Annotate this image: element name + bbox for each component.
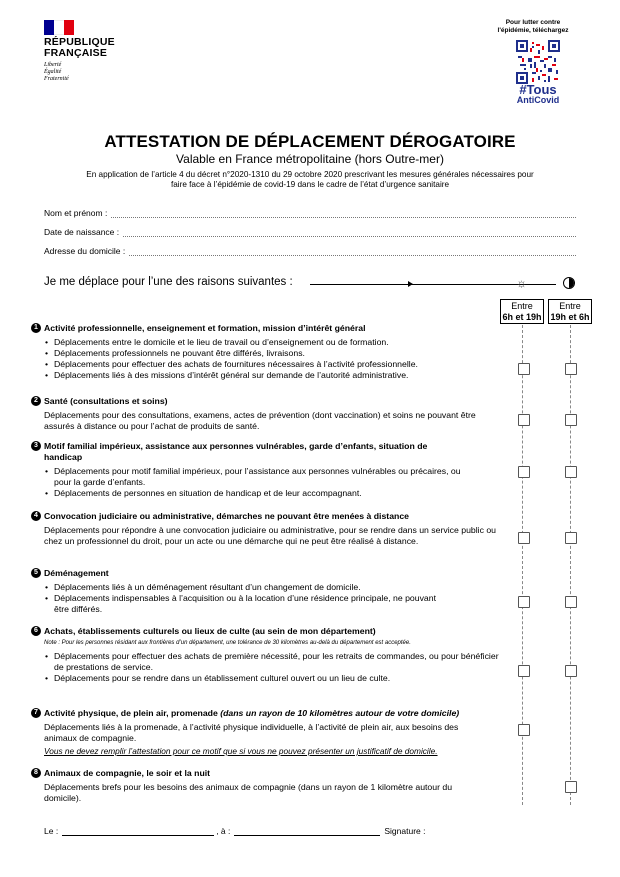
column-header-night: Entre 19h et 6h <box>548 299 592 324</box>
arrowhead-icon <box>408 281 413 287</box>
checkbox-3-night[interactable] <box>565 466 577 478</box>
section-6 <box>44 626 499 684</box>
checkbox-1-night[interactable] <box>565 363 577 375</box>
section-6-note: Note : Pour les personnes résidant aux frontières d’un département, une tolérance de 30 kilomètres au-delà du département est acceptée. <box>44 640 411 646</box>
section-5-item: • Déplacements indispensables à l’acquisition ou à la location d’une résidence principale, ne pouvant être différés. <box>54 593 444 615</box>
section-6-item: • Déplacements pour effectuer des achats de première nécessité, pour les retraits de commandes, ou pour bénéficier de prestations de service. <box>54 651 499 673</box>
name-label: Nom et prénom : <box>44 208 108 218</box>
reasons-label: Je me déplace pour l’une des raisons suivantes : <box>44 276 293 288</box>
decree-text: En application de l’article 4 du décret n°2020-1310 du 29 octobre 2020 prescrivant les mesures générales nécessaires pour faire face à l’épidémie de covid-19 dans le cadre de l’état d’urgence sanitaire <box>86 170 534 189</box>
section-6-item: • Déplacements pour se rendre dans un établissement culturel ouvert ou un lieu de culte. <box>54 673 499 684</box>
section-number-8: 8 <box>31 768 41 778</box>
night-column-divider <box>570 325 571 805</box>
section-8-title: Animaux de compagnie, le soir et la nuit <box>44 768 211 778</box>
place-input-line[interactable] <box>234 828 380 836</box>
section-4-title: Convocation judiciaire ou administrative, démarches ne pouvant être menées à distance <box>44 511 409 521</box>
section-number-2: 2 <box>31 396 41 406</box>
section-number-1: 1 <box>31 323 41 333</box>
section-7-title: Activité physique, de plein air, promenade <box>44 708 218 718</box>
checkbox-6-night[interactable] <box>565 665 577 677</box>
checkbox-1-day[interactable] <box>518 363 530 375</box>
section-number-3: 3 <box>31 441 41 451</box>
section-3-title: Motif familial impérieux, assistance aux personnes vulnérables, garde d’enfants, situation de handicap <box>44 441 428 462</box>
checkbox-7-day[interactable] <box>518 724 530 736</box>
checkbox-6-day[interactable] <box>518 665 530 677</box>
signature-line <box>44 826 584 836</box>
section-1-item: • Déplacements pour effectuer des achats de fournitures nécessaires à l’activité professionnelle. <box>54 359 494 370</box>
section-8-text: Déplacements brefs pour les besoins des animaux de compagnie (dans un rayon de 1 kilomètre autour du domicile). <box>44 782 453 803</box>
qr-code-icon[interactable] <box>516 40 560 84</box>
section-2-text: Déplacements pour des consultations, examens, actes de prévention (dont vaccination) et soins ne pouvant être assurés à distance ou pour l’achat de produits de santé. <box>44 410 476 431</box>
section-number-7: 7 <box>31 708 41 718</box>
birth-field[interactable] <box>44 227 576 237</box>
motto: Liberté Égalité Fraternité <box>44 62 69 82</box>
signature-label: Signature : <box>384 826 426 836</box>
section-1-title: Activité professionnelle, enseignement et formation, mission d’intérêt général <box>44 323 366 333</box>
section-1-item: • Déplacements professionnels ne pouvant être différés, livraisons. <box>54 348 494 359</box>
address-label: Adresse du domicile : <box>44 246 126 256</box>
section-7-text: Déplacements liés à la promenade, à l’activité physique individuelle, à l’activité de plein air, aux besoins des animaux de compagnie. <box>44 722 459 743</box>
section-1 <box>44 323 494 381</box>
section-7 <box>44 708 509 757</box>
checkbox-4-day[interactable] <box>518 532 530 544</box>
section-1-item: • Déplacements liés à des missions d’intérêt général sur demande de l’autorité administrative. <box>54 370 494 381</box>
date-input-line[interactable] <box>62 828 214 836</box>
checkbox-2-night[interactable] <box>565 414 577 426</box>
section-4-text: Déplacements pour répondre à une convocation judiciaire ou administrative, pour se rendre dans un service public ou chez un professionnel du droit, pour un acte ou une démarche qui ne peut être réalisé à distance. <box>44 525 497 546</box>
section-3-item: • Déplacements de personnes en situation de handicap et de leur accompagnant. <box>54 488 464 499</box>
section-5 <box>44 568 444 615</box>
section-5-item: • Déplacements liés à un déménagement résultant d’un changement de domicile. <box>54 582 444 593</box>
section-3 <box>44 441 464 499</box>
column-header-day: Entre 6h et 19h <box>500 299 544 324</box>
section-number-5: 5 <box>31 568 41 578</box>
section-6-title: Achats, établissements culturels ou lieux de culte (au sein de mon département) <box>44 626 376 636</box>
section-8 <box>44 768 484 804</box>
section-number-6: 6 <box>31 626 41 636</box>
checkbox-5-day[interactable] <box>518 596 530 608</box>
address-field[interactable] <box>44 246 576 256</box>
section-5-title: Déménagement <box>44 568 109 578</box>
section-2 <box>44 396 499 432</box>
republique-francaise-label: RÉPUBLIQUE FRANÇAISE <box>44 36 115 59</box>
moon-icon <box>563 277 575 289</box>
checkbox-5-night[interactable] <box>565 596 577 608</box>
birth-label: Date de naissance : <box>44 227 120 237</box>
section-2-title: Santé (consultations et soins) <box>44 396 168 406</box>
address-input-line[interactable] <box>129 247 576 256</box>
section-7-warning: Vous ne devez remplir l’attestation pour ce motif que si vous ne pouvez présenter un justificatif de domicile. <box>44 746 438 756</box>
section-7-title-extra: (dans un rayon de 10 kilomètres autour de votre domicile) <box>220 708 460 718</box>
birth-input-line[interactable] <box>123 228 576 237</box>
date-label: Le : <box>44 826 59 836</box>
section-3-item: • Déplacements pour motif familial impérieux, pour l’assistance aux personnes vulnérables ou précaires, ou pour la garde d’enfants. <box>54 466 464 488</box>
qr-caption: Pour lutter contre l'épidémie, téléchargez <box>497 19 569 34</box>
checkbox-8-night[interactable] <box>565 781 577 793</box>
section-4 <box>44 511 499 547</box>
checkbox-2-day[interactable] <box>518 414 530 426</box>
section-1-item: • Déplacements entre le domicile et le lieu de travail ou d’enseignement ou de formation. <box>54 337 494 348</box>
name-field[interactable] <box>44 208 576 218</box>
name-input-line[interactable] <box>111 209 576 218</box>
tous-anticovid-logo: #Tous AntiCovid <box>516 82 560 105</box>
checkbox-4-night[interactable] <box>565 532 577 544</box>
sun-icon: ☼ <box>516 276 527 290</box>
section-number-4: 4 <box>31 511 41 521</box>
checkbox-3-day[interactable] <box>518 466 530 478</box>
page-title: ATTESTATION DE DÉPLACEMENT DÉROGATOIRE <box>104 132 516 151</box>
page-subtitle: Valable en France métropolitaine (hors Outre-mer) <box>176 152 444 166</box>
republique-flag-logo <box>44 20 74 35</box>
place-label: , à : <box>216 826 231 836</box>
